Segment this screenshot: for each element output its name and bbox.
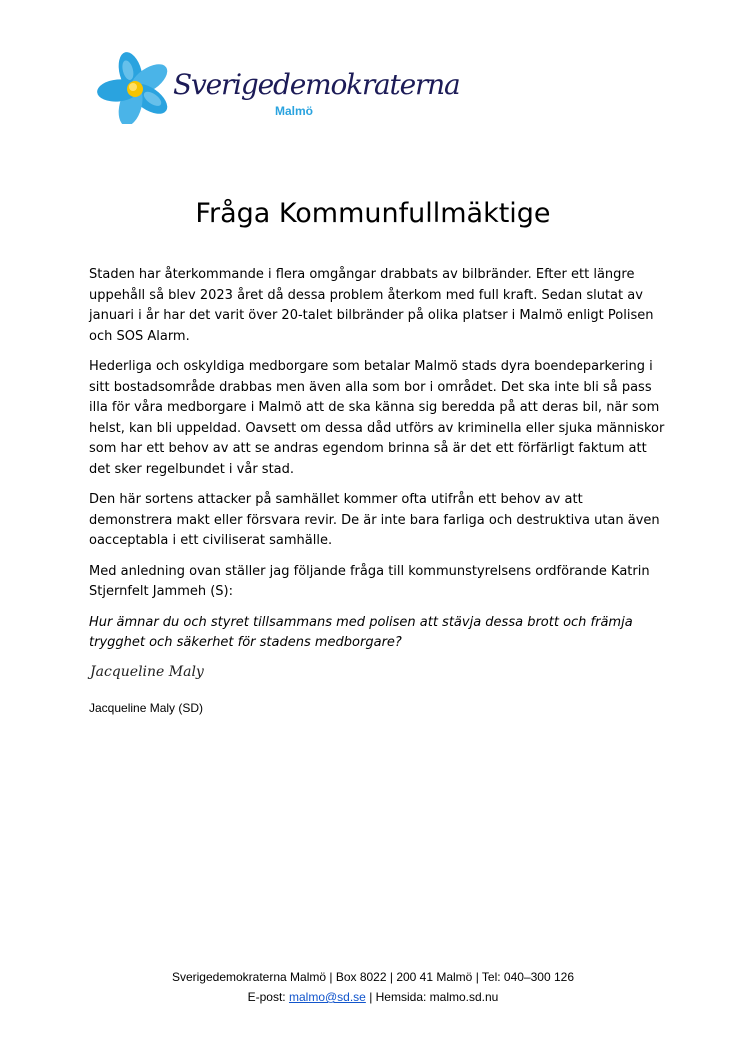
document-title: Fråga Kommunfullmäktige bbox=[195, 198, 551, 229]
document-body bbox=[89, 265, 669, 664]
paragraph: Med anledning ovan ställer jag följande fråga till kommunstyrelsens ordförande Katrin Stjernfelt Jammeh (S): bbox=[89, 563, 650, 599]
paragraph: Staden har återkommande i flera omgångar drabbats av bilbränder. Efter ett längre uppehåll så blev 2023 året då dessa problem återkom med full kraft. Sedan slutat av januari i år har det varit över 20-talet bilbränder på olika platser i Malmö enligt Polisen och SOS Alarm. bbox=[89, 267, 654, 344]
website-text: | Hemsida: malmo.sd.nu bbox=[365, 990, 499, 1004]
logo bbox=[97, 52, 460, 132]
signature: Jacqueline Maly bbox=[90, 664, 204, 680]
footer-address: Sverigedemokraterna Malmö | Box 8022 | 200 41 Malmö | Tel: 040–300 126 bbox=[171, 970, 575, 984]
brand-name: Sverigedemokraterna bbox=[173, 68, 460, 101]
brand-subtitle: Malmö bbox=[275, 104, 314, 118]
question: Hur ämnar du och styret tillsammans med polisen att stävja dessa brott och främja trygghet och säkerhet för stadens medborgare? bbox=[89, 614, 633, 650]
email-label: E-post: bbox=[247, 990, 289, 1004]
signer-name: Jacqueline Maly (SD) bbox=[89, 701, 204, 715]
footer bbox=[0, 967, 746, 1007]
paragraph: Hederliga och oskyldiga medborgare som betalar Malmö stads dyra boendeparkering i sitt bostadsområde drabbas men även alla som bor i området. Det ska inte bli så pass illa för våra medborgare i Malmö att de ska känna sig beredda på att deras bil, när som helst, kan bli uppeldad. Oavsett om dessa dåd utförs av kriminella eller sjuka människor som har ett behov av att se andras egendom brinna så är det ett förfärligt faktum att det sker regelbundet i vår stad. bbox=[89, 359, 665, 477]
flower-icon bbox=[97, 52, 175, 124]
email-link[interactable]: malmo@sd.se bbox=[288, 990, 366, 1004]
footer-contact bbox=[0, 987, 746, 1007]
paragraph: Den här sortens attacker på samhället kommer ofta utifrån ett behov av att demonstrera makt eller försvara revir. De är inte bara farliga och destruktiva utan även oacceptabla i ett civiliserat samhälle. bbox=[89, 492, 660, 548]
